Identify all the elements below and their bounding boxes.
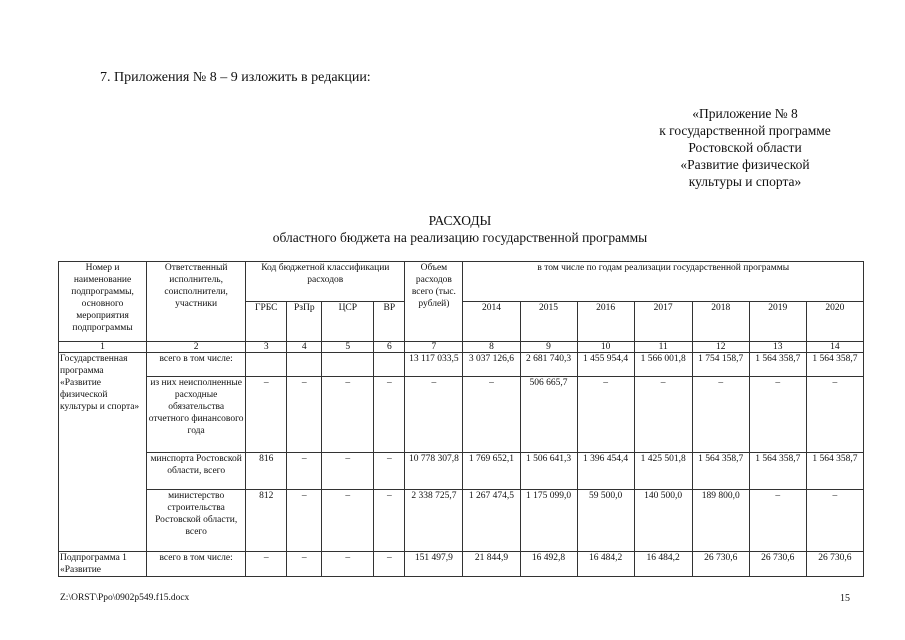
column-number: 13 bbox=[749, 342, 806, 353]
header-year: 2020 bbox=[806, 302, 863, 342]
grbs-cell: 812 bbox=[246, 490, 287, 552]
year-value-cell: 1 564 358,7 bbox=[806, 453, 863, 490]
subprogram-name: Подпрограмма 1 «Развитие bbox=[59, 552, 147, 577]
header-code: ЦСР bbox=[322, 302, 374, 342]
year-value-cell: 1 267 474,5 bbox=[463, 490, 520, 552]
column-number: 6 bbox=[374, 342, 405, 353]
year-value-cell: 1 566 001,8 bbox=[634, 353, 692, 377]
table-row bbox=[59, 377, 864, 453]
header-code: ВР bbox=[374, 302, 405, 342]
year-value-cell: 21 844,9 bbox=[463, 552, 520, 577]
header-year: 2014 bbox=[463, 302, 520, 342]
title-sub: областного бюджета на реализацию государственной программы bbox=[272, 230, 648, 245]
header-executor: Ответственный исполнитель, соисполнители, участники bbox=[147, 262, 246, 342]
rzpr-cell: – bbox=[287, 552, 322, 577]
year-value-cell: 1 564 358,7 bbox=[806, 353, 863, 377]
year-value-cell: – bbox=[806, 377, 863, 453]
header-year: 2016 bbox=[577, 302, 634, 342]
budget-table bbox=[58, 261, 864, 577]
volume-cell: 13 117 033,5 bbox=[405, 353, 463, 377]
year-value-cell: 16 492,8 bbox=[520, 552, 577, 577]
rzpr-cell: – bbox=[287, 453, 322, 490]
column-numbers-row bbox=[59, 342, 864, 353]
appendix-line: «Развитие физической bbox=[680, 157, 810, 172]
table-row bbox=[59, 353, 864, 377]
rzpr-cell bbox=[287, 353, 322, 377]
year-value-cell: 1 564 358,7 bbox=[692, 453, 749, 490]
year-value-cell: – bbox=[463, 377, 520, 453]
grbs-cell: 816 bbox=[246, 453, 287, 490]
year-value-cell: 1 396 454,4 bbox=[577, 453, 634, 490]
column-number: 3 bbox=[246, 342, 287, 353]
appendix-line: «Приложение № 8 bbox=[692, 106, 798, 121]
program-name: Государственная программа «Развитие физической культуры и спорта» bbox=[59, 353, 147, 552]
table-row bbox=[59, 552, 864, 577]
column-number: 8 bbox=[463, 342, 520, 353]
header-year: 2019 bbox=[749, 302, 806, 342]
header-year: 2017 bbox=[634, 302, 692, 342]
column-number: 11 bbox=[634, 342, 692, 353]
year-value-cell: – bbox=[577, 377, 634, 453]
year-value-cell: 1 769 652,1 bbox=[463, 453, 520, 490]
csr-cell: – bbox=[322, 552, 374, 577]
document-title bbox=[180, 212, 740, 246]
year-value-cell: 3 037 126,6 bbox=[463, 353, 520, 377]
column-number: 7 bbox=[405, 342, 463, 353]
year-value-cell: – bbox=[692, 377, 749, 453]
executor-cell: минспорта Ростовской области, всего bbox=[147, 453, 246, 490]
volume-cell: – bbox=[405, 377, 463, 453]
executor-cell: всего в том числе: bbox=[147, 353, 246, 377]
year-value-cell: 1 754 158,7 bbox=[692, 353, 749, 377]
table-row bbox=[59, 453, 864, 490]
column-number: 1 bbox=[59, 342, 147, 353]
year-value-cell: 26 730,6 bbox=[806, 552, 863, 577]
csr-cell: – bbox=[322, 453, 374, 490]
year-value-cell: 59 500,0 bbox=[577, 490, 634, 552]
volume-cell: 2 338 725,7 bbox=[405, 490, 463, 552]
header-year: 2018 bbox=[692, 302, 749, 342]
csr-cell: – bbox=[322, 490, 374, 552]
column-number: 12 bbox=[692, 342, 749, 353]
executor-cell: всего в том числе: bbox=[147, 552, 246, 577]
volume-cell: 10 778 307,8 bbox=[405, 453, 463, 490]
header-codes: Код бюджетной классификации расходов bbox=[246, 262, 405, 302]
header-years: в том числе по годам реализации государственной программы bbox=[463, 262, 864, 302]
year-value-cell: 26 730,6 bbox=[692, 552, 749, 577]
table-row bbox=[59, 490, 864, 552]
column-number: 2 bbox=[147, 342, 246, 353]
column-number: 9 bbox=[520, 342, 577, 353]
vr-cell bbox=[374, 353, 405, 377]
year-value-cell: – bbox=[806, 490, 863, 552]
header-year: 2015 bbox=[520, 302, 577, 342]
year-value-cell: – bbox=[749, 377, 806, 453]
appendix-line: культуры и спорта» bbox=[688, 174, 802, 189]
header-volume: Объем расходов всего (тыс. рублей) bbox=[405, 262, 463, 342]
year-value-cell: 1 506 641,3 bbox=[520, 453, 577, 490]
year-value-cell: 1 455 954,4 bbox=[577, 353, 634, 377]
executor-cell: из них неисполненные расходные обязательства отчетного финансового года bbox=[147, 377, 246, 453]
year-value-cell: 1 564 358,7 bbox=[749, 353, 806, 377]
volume-cell: 151 497,9 bbox=[405, 552, 463, 577]
column-number: 5 bbox=[322, 342, 374, 353]
year-value-cell: 140 500,0 bbox=[634, 490, 692, 552]
rzpr-cell: – bbox=[287, 490, 322, 552]
column-number: 4 bbox=[287, 342, 322, 353]
year-value-cell: 16 484,2 bbox=[577, 552, 634, 577]
year-value-cell: 189 800,0 bbox=[692, 490, 749, 552]
appendix-line: Ростовской области bbox=[688, 140, 802, 155]
column-number: 14 bbox=[806, 342, 863, 353]
year-value-cell: 1 425 501,8 bbox=[634, 453, 692, 490]
rzpr-cell: – bbox=[287, 377, 322, 453]
year-value-cell: 26 730,6 bbox=[749, 552, 806, 577]
header-code: РзПр bbox=[287, 302, 322, 342]
grbs-cell: – bbox=[246, 552, 287, 577]
header-name: Номер и наименование подпрограммы, основного мероприятия подпрограммы bbox=[59, 262, 147, 342]
vr-cell: – bbox=[374, 453, 405, 490]
csr-cell: – bbox=[322, 377, 374, 453]
appendix-line: к государственной программе bbox=[659, 123, 831, 138]
title-main: РАСХОДЫ bbox=[428, 213, 492, 228]
year-value-cell: – bbox=[634, 377, 692, 453]
year-value-cell: 1 175 099,0 bbox=[520, 490, 577, 552]
vr-cell: – bbox=[374, 552, 405, 577]
file-path: Z:\ORST\Ppo\0902p549.f15.docx bbox=[60, 593, 190, 603]
page-number: 15 bbox=[840, 593, 850, 604]
year-value-cell: 1 564 358,7 bbox=[749, 453, 806, 490]
year-value-cell: 506 665,7 bbox=[520, 377, 577, 453]
executor-cell: министерство строительства Ростовской области, всего bbox=[147, 490, 246, 552]
vr-cell: – bbox=[374, 377, 405, 453]
grbs-cell: – bbox=[246, 377, 287, 453]
column-number: 10 bbox=[577, 342, 634, 353]
year-value-cell: 2 681 740,3 bbox=[520, 353, 577, 377]
grbs-cell bbox=[246, 353, 287, 377]
intro-text: 7. Приложения № 8 – 9 изложить в редакции: bbox=[100, 70, 371, 85]
year-value-cell: 16 484,2 bbox=[634, 552, 692, 577]
appendix-heading bbox=[620, 105, 870, 190]
year-value-cell: – bbox=[749, 490, 806, 552]
csr-cell bbox=[322, 353, 374, 377]
vr-cell: – bbox=[374, 490, 405, 552]
header-code: ГРБС bbox=[246, 302, 287, 342]
